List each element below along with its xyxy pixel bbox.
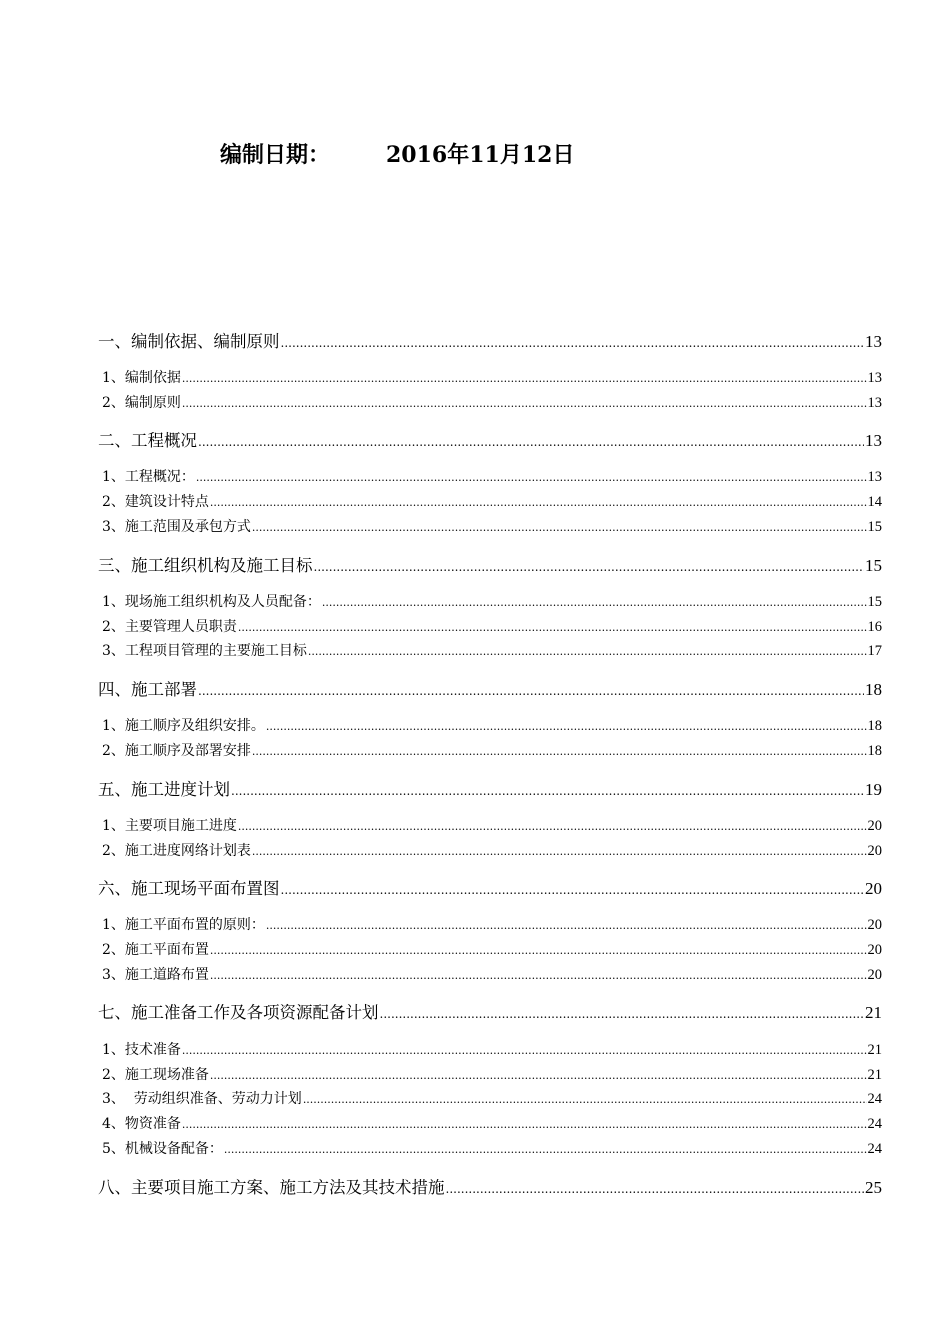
toc-page-number: 17: [867, 643, 882, 659]
toc-page-number: 18: [865, 680, 882, 699]
toc-entry-title: 1、现场施工组织机构及人员配备：: [102, 594, 321, 610]
toc-page-number: 13: [867, 395, 882, 411]
toc-subsection[interactable]: [98, 1039, 882, 1059]
toc-leader: [303, 1093, 867, 1106]
toc-leader: [446, 1182, 865, 1196]
toc-subsection[interactable]: [98, 1138, 882, 1158]
toc-page-number: 21: [867, 1042, 882, 1058]
toc-entry-title: 2、施工平面布置: [102, 942, 209, 958]
toc-leader: [238, 621, 867, 634]
toc-section-8[interactable]: [98, 1174, 882, 1198]
toc-page-number: 21: [865, 1003, 882, 1022]
toc-page-number: 15: [867, 594, 882, 610]
toc-page-number: 13: [867, 370, 882, 386]
toc-page-number: 25: [865, 1178, 882, 1197]
toc-section-5[interactable]: [98, 776, 882, 800]
toc-leader: [380, 1007, 865, 1021]
toc-subsection[interactable]: [98, 392, 882, 412]
toc-page-number: 20: [867, 967, 882, 983]
toc-leader: [210, 969, 867, 982]
toc-section-2[interactable]: [98, 427, 882, 451]
toc-entry-title: 1、编制依据: [102, 370, 181, 386]
toc-page-number: 19: [865, 780, 882, 799]
toc-leader: [182, 397, 867, 410]
toc-entry-title: 三、施工组织机构及施工目标: [98, 556, 313, 575]
compile-date-label: 编制日期：: [220, 141, 331, 168]
toc-entry-title: 2、施工进度网络计划表: [102, 843, 251, 859]
toc-leader: [252, 521, 867, 534]
toc-subsection[interactable]: [98, 367, 882, 387]
toc-page-number: 18: [867, 718, 882, 734]
toc-leader: [196, 471, 867, 484]
toc-subsection[interactable]: [98, 616, 882, 636]
toc-leader: [308, 645, 867, 658]
toc-entry-title: 1、工程概况：: [102, 469, 195, 485]
toc-entry-title: 四、施工部署: [98, 680, 197, 699]
toc-subsection[interactable]: [98, 466, 882, 486]
toc-entry-title: 五、施工进度计划: [98, 780, 230, 799]
toc-page-number: 15: [867, 519, 882, 535]
toc-entry-title: 3、 劳动组织准备、劳动力计划: [102, 1091, 302, 1107]
toc-page-number: 21: [867, 1067, 882, 1083]
toc-subsection[interactable]: [98, 640, 882, 660]
toc-entry-title: 八、主要项目施工方案、施工方法及其技术措施: [98, 1178, 445, 1197]
toc-page-number: 20: [867, 917, 882, 933]
toc-subsection[interactable]: [98, 939, 882, 959]
toc-entry-title: 2、主要管理人员职责: [102, 619, 237, 635]
toc-page-number: 16: [867, 619, 882, 635]
toc-leader: [198, 684, 864, 698]
toc-leader: [322, 596, 867, 609]
toc-page-number: 13: [867, 469, 882, 485]
toc-subsection[interactable]: [98, 815, 882, 835]
toc-leader: [314, 560, 865, 574]
toc-leader: [224, 1143, 867, 1156]
toc-section-6[interactable]: [98, 875, 882, 899]
toc-page-number: 14: [867, 494, 882, 510]
toc-subsection[interactable]: [98, 591, 882, 611]
toc-leader: [182, 1044, 867, 1057]
toc-leader: [238, 820, 867, 833]
toc-section-4[interactable]: [98, 676, 882, 700]
toc-page-number: 20: [867, 942, 882, 958]
toc-leader: [266, 919, 867, 932]
toc-subsection[interactable]: [98, 1113, 882, 1133]
toc-entry-title: 3、工程项目管理的主要施工目标: [102, 643, 307, 659]
compile-date-value: 2016年11月12日: [386, 141, 575, 168]
toc-leader: [210, 944, 867, 957]
toc-entry-title: 3、施工范围及承包方式: [102, 519, 251, 535]
toc-page-number: 24: [867, 1091, 882, 1107]
toc-leader: [281, 336, 865, 350]
toc-entry-title: 1、施工平面布置的原则：: [102, 917, 265, 933]
toc-entry-title: 5、机械设备配备：: [102, 1141, 223, 1157]
toc-subsection[interactable]: [98, 740, 882, 760]
toc-entry-title: 2、编制原则: [102, 395, 181, 411]
toc-leader: [210, 496, 867, 509]
toc-leader: [182, 1118, 867, 1131]
toc-page-number: 13: [865, 332, 882, 351]
toc-page-number: 24: [867, 1116, 882, 1132]
toc-leader: [210, 1069, 867, 1082]
toc-leader: [252, 745, 867, 758]
toc-leader: [198, 435, 864, 449]
toc-entry-title: 3、施工道路布置: [102, 967, 209, 983]
toc-entry-title: 1、施工顺序及组织安排。: [102, 718, 265, 734]
toc-leader: [252, 845, 867, 858]
toc-entry-title: 一、编制依据、编制原则: [98, 332, 280, 351]
toc-page-number: 20: [865, 879, 882, 898]
toc-entry-title: 六、施工现场平面布置图: [98, 879, 280, 898]
toc-subsection[interactable]: [98, 1064, 882, 1084]
toc-section-3[interactable]: [98, 552, 882, 576]
toc-subsection[interactable]: [98, 491, 882, 511]
toc-page-number: 18: [867, 743, 882, 759]
toc-subsection[interactable]: [98, 715, 882, 735]
toc-leader: [281, 883, 865, 897]
toc-section-1[interactable]: [98, 328, 882, 352]
toc-section-7[interactable]: [98, 999, 882, 1023]
toc-entry-title: 2、施工顺序及部署安排: [102, 743, 251, 759]
toc-page-number: 24: [867, 1141, 882, 1157]
toc-leader: [182, 372, 867, 385]
toc-subsection[interactable]: [98, 840, 882, 860]
toc-entry-title: 二、工程概况: [98, 431, 197, 450]
toc-page-number: 20: [867, 818, 882, 834]
toc-entry-title: 1、主要项目施工进度: [102, 818, 237, 834]
toc-entry-title: 2、建筑设计特点: [102, 494, 209, 510]
toc-subsection[interactable]: [98, 914, 882, 934]
compile-date: [220, 136, 574, 170]
toc-subsection[interactable]: [98, 1088, 882, 1108]
toc-subsection[interactable]: [98, 516, 882, 536]
toc-page-number: 15: [865, 556, 882, 575]
toc-entry-title: 1、技术准备: [102, 1042, 181, 1058]
toc-leader: [266, 720, 867, 733]
toc-leader: [231, 784, 864, 798]
toc-entry-title: 2、施工现场准备: [102, 1067, 209, 1083]
toc-subsection[interactable]: [98, 964, 882, 984]
toc-entry-title: 七、施工准备工作及各项资源配备计划: [98, 1003, 379, 1022]
toc-page-number: 13: [865, 431, 882, 450]
toc-page-number: 20: [867, 843, 882, 859]
toc-entry-title: 4、物资准备: [102, 1116, 181, 1132]
